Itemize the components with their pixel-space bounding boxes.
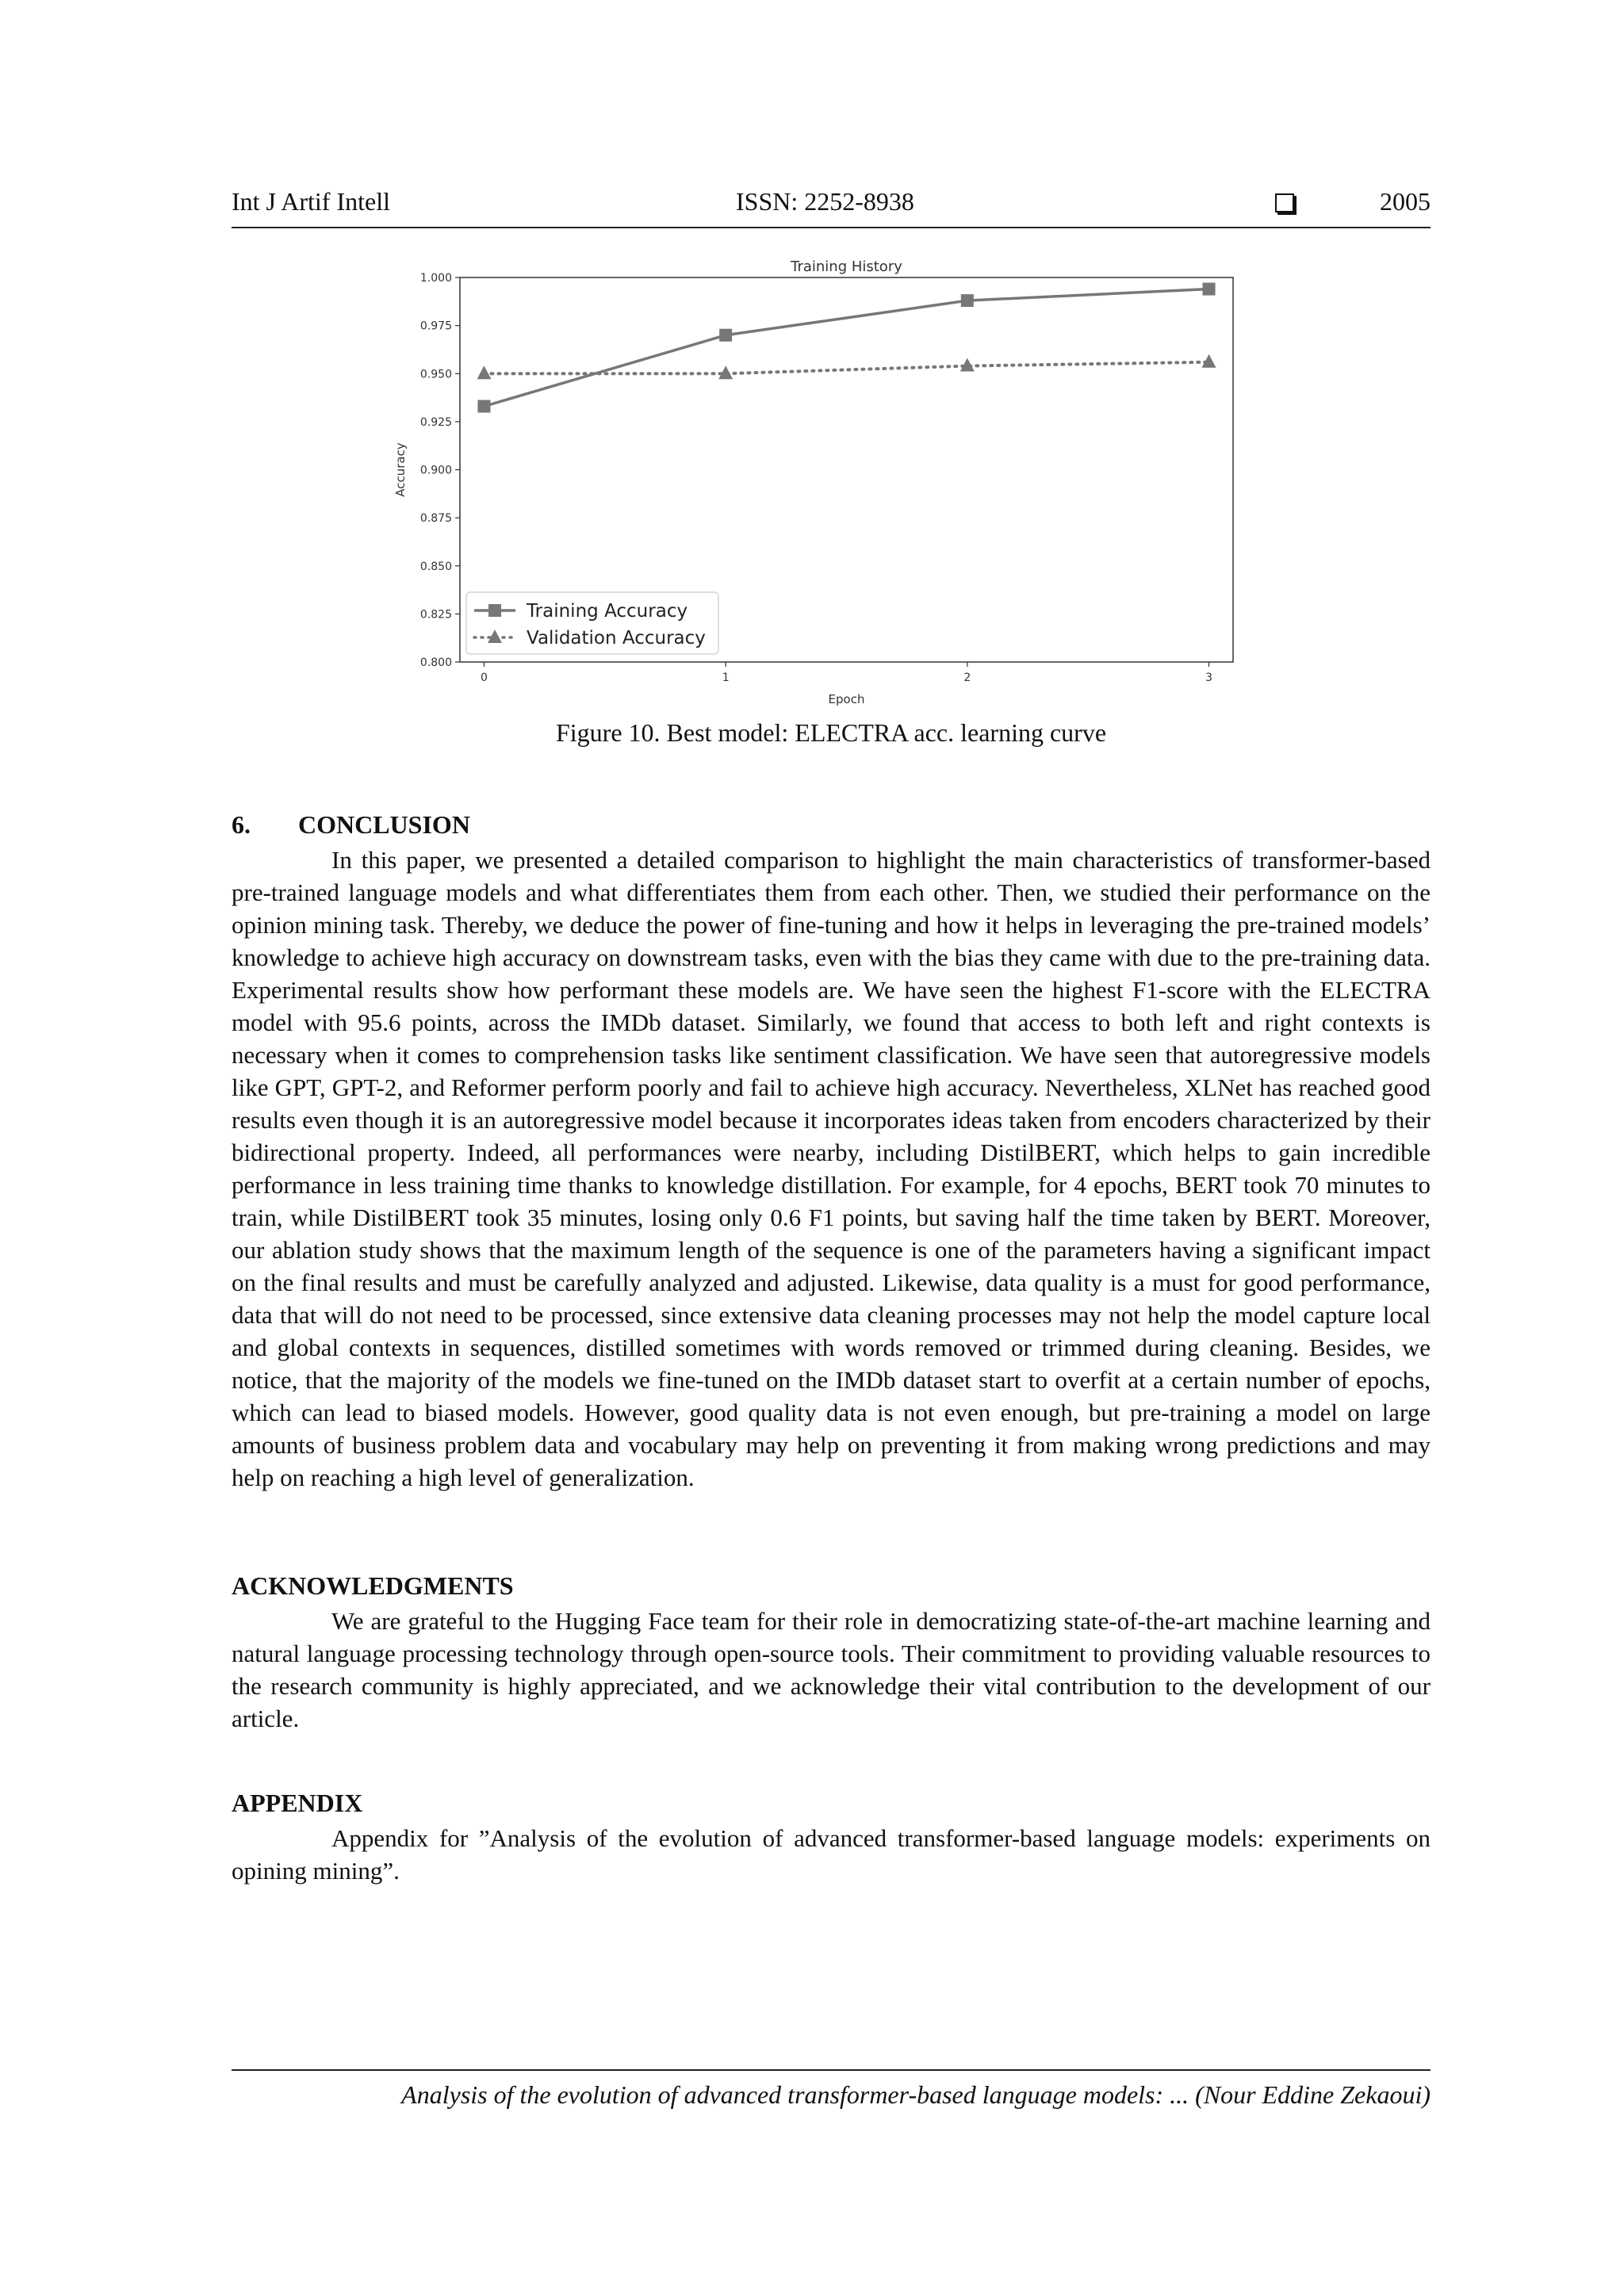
y-tick-label: 0.850 (419, 560, 452, 573)
conclusion-number: 6. (232, 810, 251, 839)
x-tick-label: 3 (1205, 672, 1212, 684)
legend-marker-1 (488, 604, 501, 617)
appendix-paragraph: Appendix for ”Analysis of the evolution of advanced transformer-based language models: experiments on opining mining”. (232, 1824, 1431, 1885)
legend-label-1: Training Accuracy (527, 601, 688, 622)
conclusion-paragraph: In this paper, we presented a detailed comparison to highlight the main characteristics of transformer-based pre-trained language models and what differentiates them from each other. Then, we studied their performance on the opinion mining task. Thereby, we deduce the power of fine-tuning and how it helps in leveraging the pre-trained models’ knowledge to achieve high accuracy on downstream tasks, even with the bias they came with due to the pre-training data. Experimental results show how performant these models are. We have seen the highest F1-score with the ELECTRA model with 95.6 points, across the IMDb dataset. Similarly, we found that access to both left and right contexts is necessary when it comes to comprehension tasks like sentiment classification. We have seen that autoregressive models like GPT, GPT-2, and Reformer perform poorly and fail to achieve high accuracy. Nevertheless, XLNet has reached good results even though it is an autoregressive model because it incorporates ideas taken from encoders characterized by their bidirectional property. Indeed, all performances were nearby, including DistilBERT, which helps to gain incredible performance in less training time thanks to knowledge distillation. For example, for 4 epochs, BERT took 70 minutes to train, while DistilBERT took 35 minutes, losing only 0.6 F1 points, but saving half the time taken by BERT. Moreover, our ablation study shows that the maximum length of the sequence is one of the parameters having a significant impact on the final results and must be carefully analyzed and adjusted. Likewise, data quality is a must for good performance, data that will do not need to be processed, since extensive data cleaning processes may not help the model capture local and global contexts in sequences, distilled sometimes with words removed or trimmed during cleaning. Besides, we notice, that the majority of the models we fine-tuned on the IMDb dataset start to overfit at a certain number of epochs, which can lead to biased models. However, good quality data is not even enough, but pre-training a model on large amounts of business problem data and vocabulary may help on preventing it from making wrong predictions and may help on reaching a high level of generalization. (232, 846, 1431, 1491)
series-2-point (477, 365, 491, 379)
appendix-heading: APPENDIX (232, 1789, 363, 1817)
training-history-chart (373, 254, 1269, 706)
running-header (232, 187, 1431, 228)
y-tick-label: 0.975 (419, 320, 452, 333)
y-tick-label: 1.000 (419, 272, 452, 285)
series-line-2 (484, 362, 1208, 374)
acknowledgments-heading: ACKNOWLEDGMENTS (232, 1571, 514, 1600)
y-tick-label: 0.875 (419, 512, 452, 526)
running-footer: Analysis of the evolution of advanced transformer-based language models: ... (Nour Eddine Zekaoui) (401, 2080, 1431, 2109)
series-line-1 (484, 289, 1208, 407)
acknowledgments-paragraph: We are grateful to the Hugging Face team for their role in democratizing state-of-the-art machine learning and natural language processing technology through open-source tools. Their commitment to providing valuable resources to the research community is highly appreciated, and we acknowledge their vital contribution to the development of our article. (232, 1607, 1431, 1732)
x-tick-label: 0 (481, 672, 488, 684)
square-box-icon (1275, 193, 1294, 212)
y-tick-label: 0.800 (419, 656, 452, 669)
x-tick-label: 1 (722, 672, 730, 684)
footer-rule (232, 2069, 1431, 2071)
figure-caption: Figure 10. Best model: ELECTRA acc. learning curve (555, 718, 1107, 747)
page-number: 2005 (1380, 187, 1431, 216)
series-1-point (477, 400, 490, 412)
conclusion-heading (232, 810, 470, 840)
series-1-point (961, 294, 974, 307)
series-1-point (1203, 283, 1216, 296)
y-tick-label: 0.950 (419, 368, 452, 381)
legend-label-2: Validation Accuracy (527, 628, 706, 649)
conclusion-title: CONCLUSION (298, 810, 470, 839)
y-axis-label: Accuracy (393, 442, 408, 497)
y-tick-label: 0.925 (419, 415, 452, 429)
chart-title: Training History (791, 258, 902, 275)
y-tick-label: 0.825 (419, 608, 452, 622)
x-axis-label: Epoch (828, 692, 865, 706)
series-1-point (719, 329, 732, 342)
journal-name: Int J Artif Intell (232, 187, 390, 216)
issn: ISSN: 2252-8938 (736, 187, 914, 216)
y-tick-label: 0.900 (419, 464, 452, 477)
x-tick-label: 2 (963, 672, 971, 684)
